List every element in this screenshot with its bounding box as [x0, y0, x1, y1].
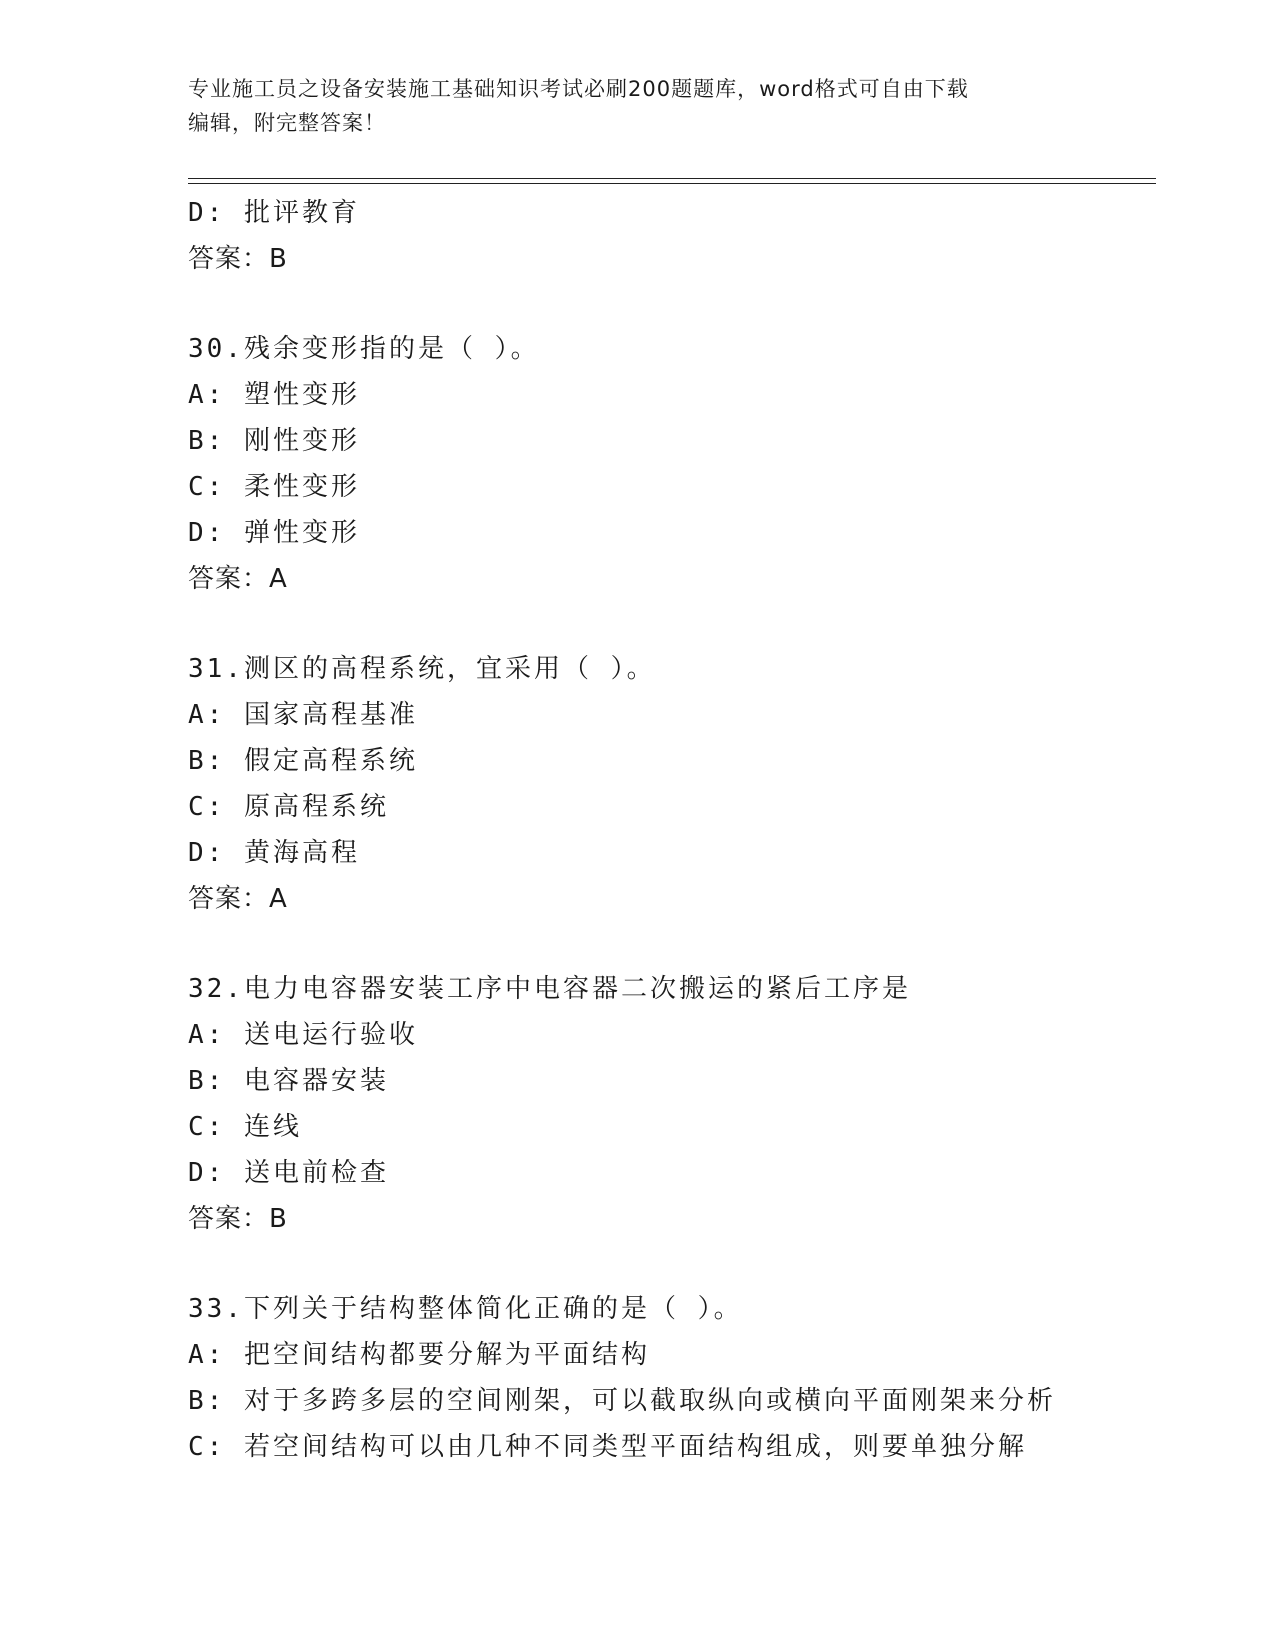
answer: 答案：A — [188, 564, 288, 594]
option-a: A: 塑性变形 — [188, 380, 360, 410]
header-divider-bottom — [188, 183, 1156, 184]
question-stem: 33.下列关于结构整体简化正确的是（ ）。 — [188, 1294, 743, 1324]
header-divider-top — [188, 178, 1156, 179]
header-title-line-2: 编辑，附完整答案！ — [188, 111, 386, 135]
document-header — [188, 72, 1088, 140]
document-content — [188, 190, 1138, 1470]
option-c: C: 原高程系统 — [188, 792, 389, 822]
question-stem: 31.测区的高程系统，宜采用（ ）。 — [188, 654, 656, 684]
answer: 答案：B — [188, 1204, 288, 1234]
spacer — [188, 282, 1138, 326]
option-b: B: 电容器安装 — [188, 1066, 389, 1096]
spacer — [188, 1242, 1138, 1286]
question-31 — [188, 646, 1138, 922]
option-d: D: 弹性变形 — [188, 518, 360, 548]
option-a: A: 送电运行验收 — [188, 1020, 418, 1050]
option-c: C: 连线 — [188, 1112, 302, 1142]
question-33 — [188, 1286, 1138, 1470]
option-a: A: 国家高程基准 — [188, 700, 418, 730]
question-32 — [188, 966, 1138, 1242]
prev-option-d: D: 批评教育 — [188, 198, 360, 228]
option-b: B: 刚性变形 — [188, 426, 360, 456]
question-stem: 30.残余变形指的是（ ）。 — [188, 334, 540, 364]
option-a: A: 把空间结构都要分解为平面结构 — [188, 1340, 650, 1370]
spacer — [188, 602, 1138, 646]
option-b: B: 对于多跨多层的空间刚架，可以截取纵向或横向平面刚架来分析 — [188, 1386, 1056, 1416]
option-d: D: 送电前检查 — [188, 1158, 389, 1188]
question-stem: 32.电力电容器安装工序中电容器二次搬运的紧后工序是 — [188, 974, 911, 1004]
option-c: C: 柔性变形 — [188, 472, 360, 502]
option-c: C: 若空间结构可以由几种不同类型平面结构组成，则要单独分解 — [188, 1432, 1027, 1462]
option-d: D: 黄海高程 — [188, 838, 360, 868]
prev-answer: 答案：B — [188, 244, 288, 274]
answer: 答案：A — [188, 884, 288, 914]
question-30 — [188, 326, 1138, 602]
option-b: B: 假定高程系统 — [188, 746, 418, 776]
header-title-line-1: 专业施工员之设备安装施工基础知识考试必刷200题题库，word格式可自由下载 — [188, 77, 969, 101]
spacer — [188, 922, 1138, 966]
